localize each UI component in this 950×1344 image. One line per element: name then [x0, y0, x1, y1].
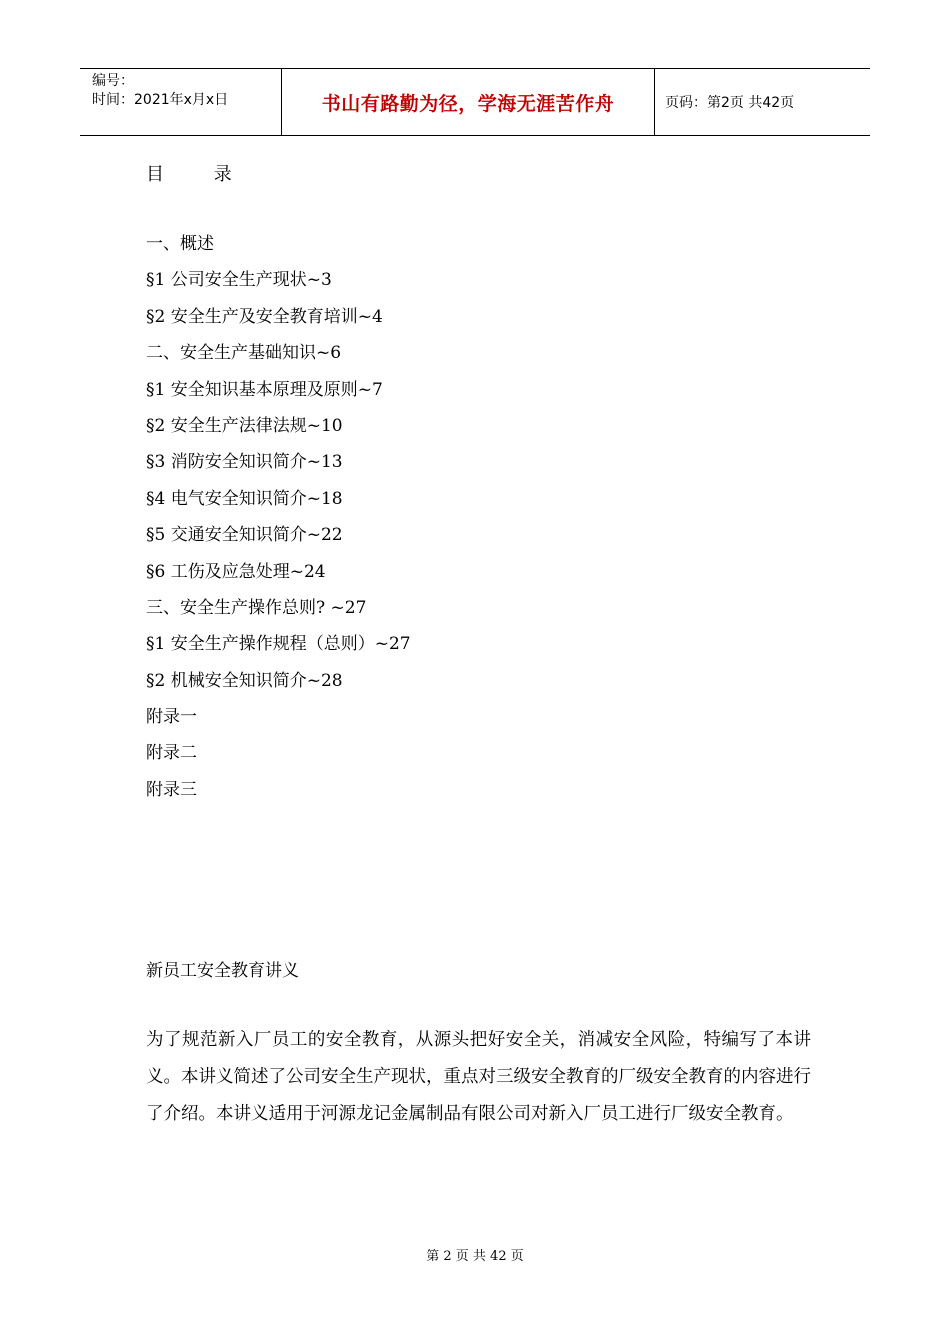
document-time-label: 时间：2021年x月x日	[92, 92, 229, 108]
header-meta	[80, 69, 282, 135]
toc-item: §1 安全生产操作规程（总则）~27	[146, 634, 411, 655]
toc-item: 三、安全生产操作总则? ~27	[146, 597, 367, 618]
page-header	[80, 68, 870, 136]
toc-item: §5 交通安全知识简介~22	[146, 525, 343, 546]
toc-item: 附录一	[146, 707, 197, 728]
toc-item: §1 安全知识基本原理及原则~7	[146, 379, 383, 400]
toc-item: 一、概述	[146, 234, 214, 254]
document-number-label: 编号：	[92, 73, 134, 89]
toc-item: §2 安全生产法律法规~10	[146, 415, 343, 436]
toc-item: 附录二	[146, 743, 197, 764]
toc-item: §1 公司安全生产现状~3	[146, 270, 332, 291]
toc-title: 目 录	[146, 164, 254, 185]
toc-item: §3 消防安全知识简介~13	[146, 452, 343, 473]
toc-item: 附录三	[146, 779, 197, 800]
toc-item: §6 工伤及应急处理~24	[146, 561, 326, 582]
toc-item: §4 电气安全知识简介~18	[146, 488, 343, 509]
intro-paragraph: 为了规范新入厂员工的安全教育，从源头把好安全关，消减安全风险，特编写了本讲义。本讲义简述了公司安全生产现状，重点对三级安全教育的厂级安全教育的内容进行了介绍。本讲义适用于河源龙记金属制品有限公司对新入厂员工进行厂级安全教育。	[146, 1030, 811, 1124]
toc-item: §2 机械安全知识简介~28	[146, 670, 343, 691]
header-motto: 书山有路勤为径，学海无涯苦作舟	[282, 69, 655, 135]
toc-item: 二、安全生产基础知识~6	[146, 343, 342, 364]
table-of-contents	[146, 226, 411, 808]
toc-item: §2 安全生产及安全教育培训~4	[146, 306, 383, 327]
document-title: 新员工安全教育讲义	[146, 961, 299, 981]
header-page-info: 页码：第2页 共42页	[665, 95, 795, 111]
page-footer: 第 2 页 共 42 页	[426, 1249, 524, 1264]
